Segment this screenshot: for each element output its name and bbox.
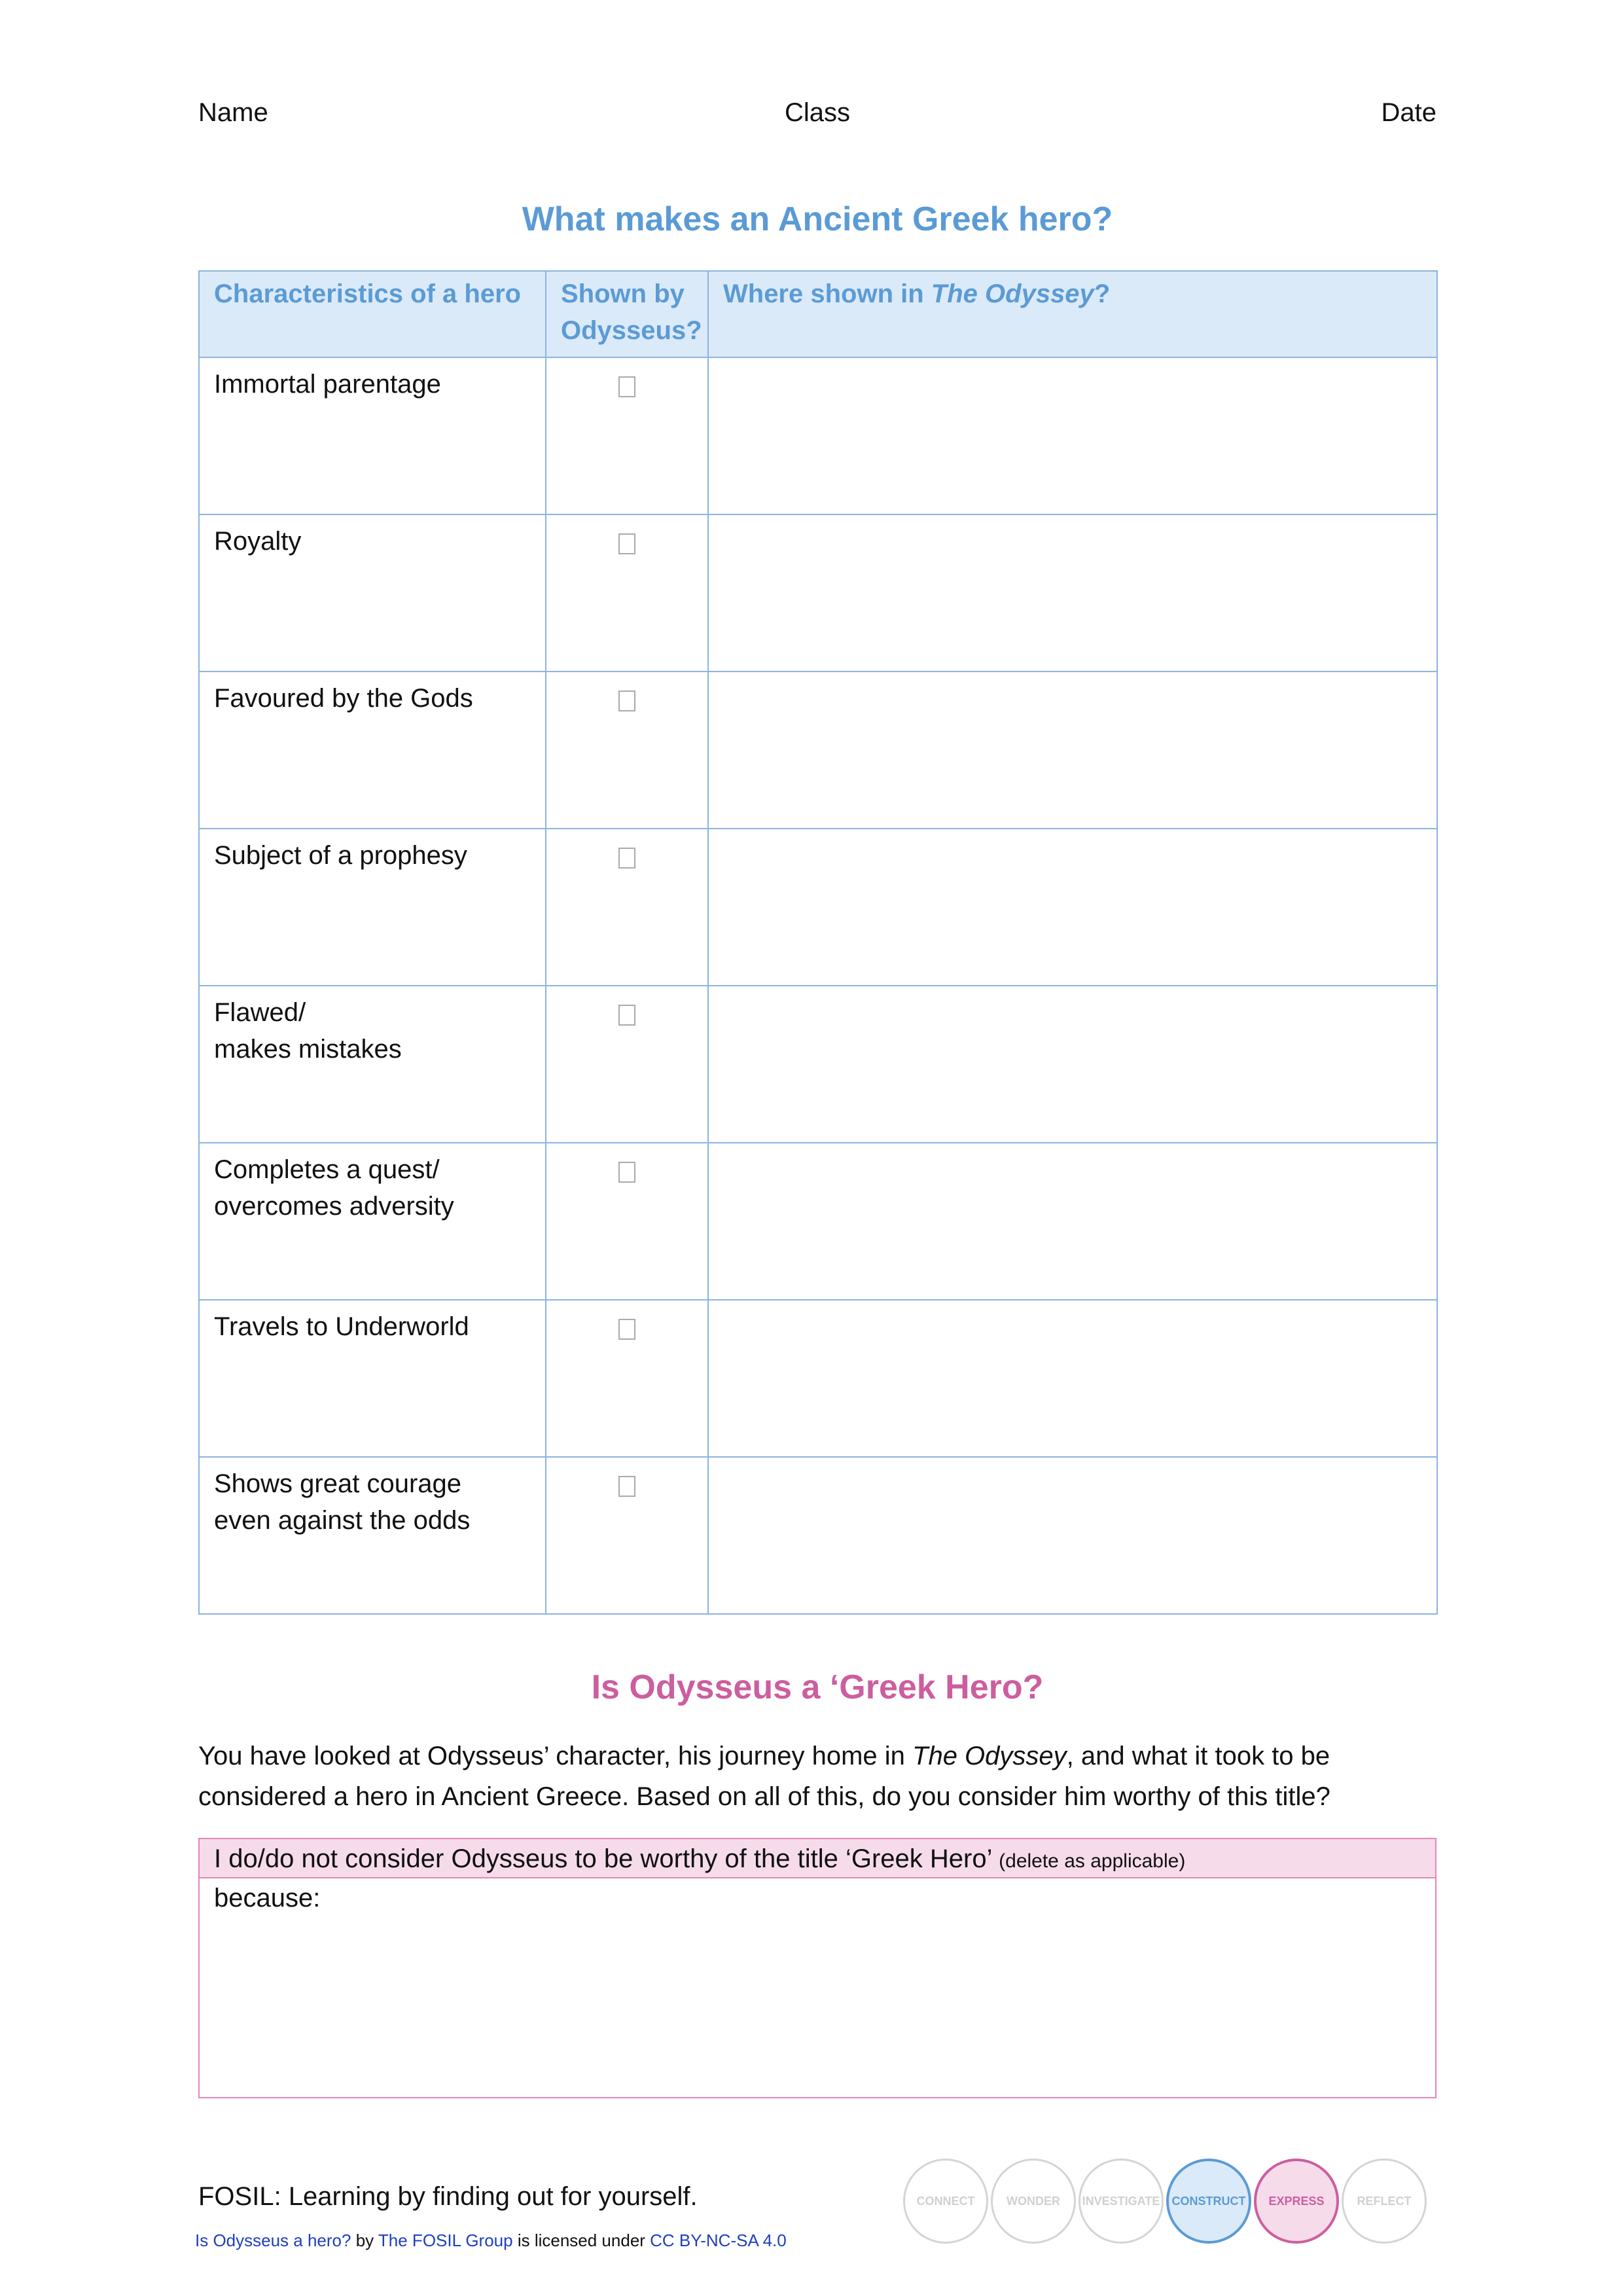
table-row — [199, 829, 1437, 986]
characteristic-cell — [199, 1457, 546, 1614]
license-author-link[interactable]: The FOSIL Group — [378, 2231, 513, 2250]
table-row — [199, 1457, 1437, 1614]
stage-connect[interactable]: CONNECT — [903, 2159, 988, 2244]
statement-note: (delete as applicable) — [999, 1850, 1186, 1872]
column-header-where-title: The Odyssey — [931, 279, 1094, 308]
license-work-link[interactable]: Is Odysseus a hero? — [195, 2231, 351, 2250]
where-shown-answer-cell[interactable] — [708, 672, 1437, 829]
table-row — [199, 1300, 1437, 1457]
shown-cell — [546, 357, 708, 514]
characteristic-text: Flawed/ — [214, 998, 306, 1027]
stage-wonder[interactable]: WONDER — [991, 2159, 1076, 2244]
characteristic-cell — [199, 1143, 546, 1300]
section-title: Is Odysseus a ‘Greek Hero? — [591, 1668, 1044, 1706]
characteristic-text-line2: even against the odds — [214, 1506, 471, 1535]
characteristic-cell — [199, 514, 546, 672]
characteristic-cell — [199, 357, 546, 514]
where-shown-answer-cell[interactable] — [708, 514, 1437, 672]
shown-checkbox[interactable] — [618, 533, 635, 554]
conclusion-box — [198, 1838, 1436, 2098]
column-header-where — [708, 271, 1437, 357]
shown-checkbox[interactable] — [618, 691, 635, 711]
characteristic-text: Subject of a prophesy — [214, 841, 467, 870]
stage-construct[interactable]: CONSTRUCT — [1166, 2159, 1251, 2244]
conclusion-statement — [200, 1839, 1435, 1878]
where-shown-answer-cell[interactable] — [708, 829, 1437, 986]
characteristic-cell — [199, 986, 546, 1143]
shown-checkbox[interactable] — [618, 1476, 635, 1497]
characteristic-text-line2: makes mistakes — [214, 1035, 402, 1064]
shown-checkbox[interactable] — [618, 1005, 635, 1026]
characteristic-text: Favoured by the Gods — [214, 684, 473, 713]
table-row — [199, 514, 1437, 672]
conclusion-answer-area[interactable] — [200, 1918, 1435, 2097]
table-row — [199, 1143, 1437, 1300]
license-by-text: by — [351, 2231, 378, 2250]
where-shown-answer-cell[interactable] — [708, 1143, 1437, 1300]
table-row — [199, 672, 1437, 829]
shown-checkbox[interactable] — [618, 376, 635, 397]
license-line — [195, 2231, 787, 2251]
because-label: because: — [214, 1884, 321, 1912]
shown-checkbox[interactable] — [618, 1162, 635, 1183]
date-label: Date — [1381, 98, 1436, 127]
column-header-shown-line2: Odysseus? — [561, 316, 702, 345]
license-mid-text: is licensed under — [512, 2231, 651, 2250]
column-header-where-suffix: ? — [1094, 279, 1111, 308]
intro-text-part1: You have looked at Odysseus’ character, his journey home in — [198, 1742, 913, 1770]
shown-cell — [546, 1457, 708, 1614]
characteristic-text-line2: overcomes adversity — [214, 1192, 454, 1221]
shown-cell — [546, 1300, 708, 1457]
column-header-where-prefix: Where shown in — [723, 279, 931, 308]
section-intro — [198, 1736, 1436, 1817]
shown-checkbox[interactable] — [618, 1319, 635, 1340]
characteristic-text: Completes a quest/ — [214, 1155, 440, 1184]
page-title: What makes an Ancient Greek hero? — [522, 200, 1113, 238]
characteristic-cell — [199, 829, 546, 986]
table-row — [199, 986, 1437, 1143]
stage-express[interactable]: EXPRESS — [1254, 2159, 1339, 2244]
column-header-characteristics: Characteristics of a hero — [199, 271, 546, 357]
shown-cell — [546, 514, 708, 672]
statement-text: I do/do not consider Odysseus to be worthy of the title ‘Greek Hero’ — [214, 1844, 992, 1873]
characteristic-text: Immortal parentage — [214, 370, 441, 399]
where-shown-answer-cell[interactable] — [708, 1457, 1437, 1614]
where-shown-answer-cell[interactable] — [708, 986, 1437, 1143]
hero-characteristics-table — [198, 270, 1438, 1615]
where-shown-answer-cell[interactable] — [708, 357, 1437, 514]
license-name-link[interactable]: CC BY-NC-SA 4.0 — [650, 2231, 787, 2250]
table-row — [199, 357, 1437, 514]
shown-cell — [546, 829, 708, 986]
stage-reflect[interactable]: REFLECT — [1342, 2159, 1427, 2244]
characteristic-text: Royalty — [214, 527, 302, 556]
name-label: Name — [198, 98, 268, 127]
stage-investigate[interactable]: INVESTIGATE — [1079, 2159, 1164, 2244]
student-header — [198, 98, 1436, 137]
intro-book-title: The Odyssey — [912, 1742, 1067, 1770]
fosil-stages — [903, 2159, 1440, 2248]
column-header-shown — [546, 271, 708, 357]
intro-text-part2: , and what it took to be considered a hero in Ancient Greece. Based on all of this, do you consider him worthy of this title? — [198, 1742, 1330, 1811]
table-header-row — [199, 271, 1437, 357]
shown-cell — [546, 986, 708, 1143]
characteristic-cell — [199, 1300, 546, 1457]
characteristic-cell — [199, 672, 546, 829]
shown-cell — [546, 1143, 708, 1300]
shown-cell — [546, 672, 708, 829]
characteristic-text: Shows great courage — [214, 1469, 462, 1498]
characteristic-text: Travels to Underworld — [214, 1312, 469, 1341]
shown-checkbox[interactable] — [618, 848, 635, 869]
column-header-shown-line1: Shown by — [561, 279, 685, 308]
where-shown-answer-cell[interactable] — [708, 1300, 1437, 1457]
class-label: Class — [784, 98, 851, 127]
footer-tagline: FOSIL: Learning by finding out for yourself. — [198, 2182, 698, 2211]
